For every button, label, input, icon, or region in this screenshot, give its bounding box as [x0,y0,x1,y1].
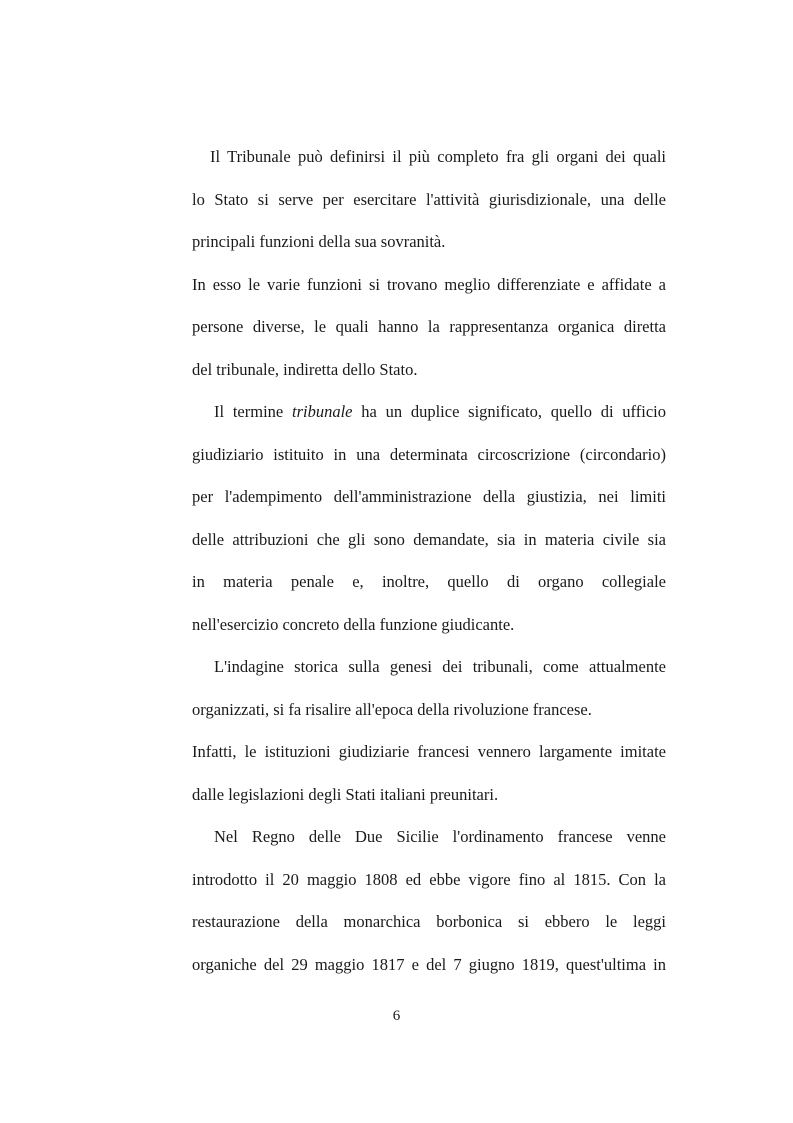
text-line: giudiziario istituito in una determinata circoscrizione (circondario) [192,444,666,464]
text-line: introdotto il 20 maggio 1808 ed ebbe vigore fino al 1815. Con la [192,869,666,889]
text-line: delle attribuzioni che gli sono demandate, sia in materia civile sia [192,529,666,549]
page-number: 6 [392,1008,401,1024]
text-line: organizzati, si fa risalire all'epoca della rivoluzione francese. [192,699,592,719]
text-line: per l'adempimento dell'amministrazione della giustizia, nei limiti [192,487,666,506]
text-line: L'indagine storica sulla genesi dei tribunali, come attualmente [214,657,666,676]
text-line: Infatti, le istituzioni giudiziarie francesi vennero largamente imitate [192,742,666,761]
document-body [192,136,666,986]
text-line: del tribunale, indiretta dello Stato. [192,359,418,379]
text-line: In esso le varie funzioni si trovano meglio differenziate e affidate a [192,274,666,294]
text-line: Il Tribunale può definirsi il più completo fra gli organi dei quali [210,147,666,166]
text-line: nell'esercizio concreto della funzione giudicante. [192,614,515,634]
text-line: organiche del 29 maggio 1817 e del 7 giugno 1819, quest'ultima in [192,954,666,974]
text-fragment: Il termine [214,402,292,421]
emphasized-term: tribunale [292,402,353,421]
text-line: Nel Regno delle Due Sicilie l'ordinamento francese venne [214,827,666,846]
text-line: persone diverse, le quali hanno la rappresentanza organica diretta [192,317,666,336]
text-line: principali funzioni della sua sovranità. [192,232,446,251]
text-line: restaurazione della monarchica borbonica si ebbero le leggi [192,912,666,931]
text-fragment: ha un duplice significato, quello di ufficio [352,402,666,421]
text-line: lo Stato si serve per esercitare l'attività giurisdizionale, una delle [192,189,666,209]
text-line [192,391,666,434]
text-line: dalle legislazioni degli Stati italiani preunitari. [192,784,499,804]
text-line: in materia penale e, inoltre, quello di organo collegiale [192,572,666,591]
